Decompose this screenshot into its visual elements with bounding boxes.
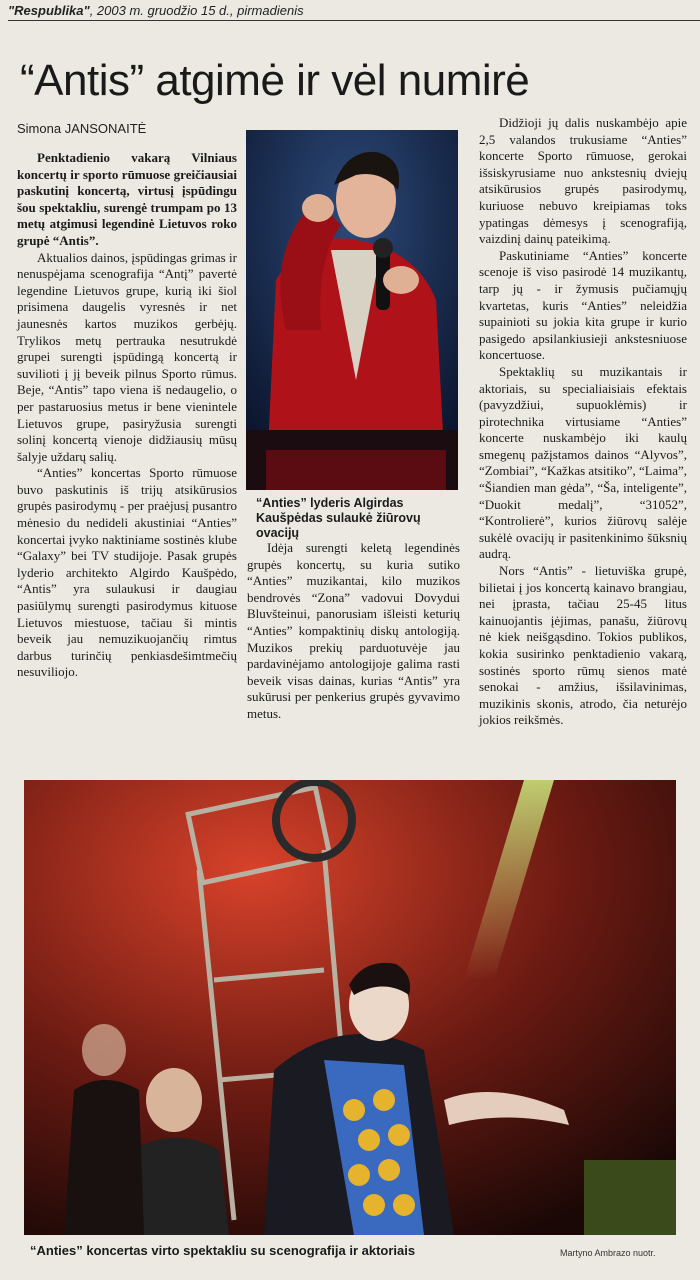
photo-singer-illustration <box>246 130 458 490</box>
article-column-2 <box>247 540 460 723</box>
paragraph: Idėja surengti keletą legendinės grupės koncertų, su kuria sutiko “Anties” muzikantai, kilo muzikos bendrovės “Zona” vadovui Dovydui Bluvšteinui, panorusiam išleisti keturių “Anties” kompaktinių diskų antologiją. Muzikos prekių parduotuvėje jau pardavinėjamo antologijoje galima rasti beveik visas dainas, kurias “Antis” yra sukūrusi per penkerius grupės gyvavimo metus. <box>247 540 460 721</box>
headline: “Antis” atgimė ir vėl numirė <box>20 56 530 105</box>
issue-date: , 2003 m. gruodžio 15 d., pirmadienis <box>89 3 304 18</box>
photo-credit: Martyno Ambrazo nuotr. <box>560 1248 656 1258</box>
publication-name: "Respublika" <box>8 3 90 18</box>
paragraph: Didžioji jų dalis nuskambėjo apie 2,5 valandos trukusiame “Anties” koncerte Sporto rūmuose, gerokai išsiskyrusiame nuo ankstesnių dviejų atsikūrusios grupės pasirodymų, kuriuose nebuvo kreipiamas toks ypatingas dėmesys į scenografiją, vaizdinį dainų pateikimą. <box>479 115 687 247</box>
paragraph: Aktualios dainos, įspūdingas grimas ir nenuspėjama scenografija “Antį” pavertė legendine Lietuvos grupe, kurią iki šiol prisimena daugelis vyresnės ir net jaunesnės kartos muzikos gerbėjų. Trylikos metų pertrauka nesutrukdė grupei surengti įspūdingą koncertą ir suvilioti į jį beveik pilnus Sporto rūmus. Beje, “Antis” tapo viena iš nedaugelio, o per pastaruosius metus ir bene vienintele Lietuvos grupe, pasiryžusia surengti solinį koncertą vienoje didžiausių mūsų šalyje uždarų salių. <box>17 249 237 464</box>
photo-concert-stage <box>24 780 676 1235</box>
photo-concert-caption: “Anties” koncertas virto spektakliu su scenografija ir aktoriais <box>30 1243 416 1258</box>
header-rule <box>8 20 700 21</box>
photo-singer-caption: “Anties” lyderis Algirdas Kaušpėdas sulaukė žiūrovų ovacijų <box>256 496 421 540</box>
paragraph: Spektaklių su muzikantais ir aktoriais, su specialiaisiais efektais (pavyzdžiui, supuoklėmis) ir pirotechnika virtusiame “Anties” koncerte nuskambėjo iki kaulų smegenų pažįstamos dainos “Alyvos”, “Zombiai”, “Kažkas atsitiko”, “Laima”, “Šiandien man gėda”, “Ša, inteligente”, “Duokit medalį”, “31052”, “Kontrolierė”, kurios žiūrovų salėje sukėlė ovacijų ir pasitenkinimo šūksnių audrą. <box>479 363 687 562</box>
lead-paragraph: Penktadienio vakarą Vilniaus koncertų ir sporto rūmuose greičiausiai paskutinį koncertą, virtusį įspūdingu šou spektakliu, surengė trumpam po 13 metų atgimusi legendinė Lietuvos roko grupė “Antis”. <box>17 150 237 248</box>
photo-singer <box>246 130 458 490</box>
byline: Simona JANSONAITĖ <box>17 121 147 136</box>
page-header <box>8 2 698 22</box>
paragraph: “Anties” koncertas Sporto rūmuose buvo paskutinis iš trijų atsikūrusios grupės pasirodymų - per praėjusį pusantro mėnesio du nedideli akustiniai “Anties” koncertai įvyko naktiniame sostinės klube “Galaxy” bei TV studijoje. Pasak grupės lyderio architekto Algirdo Kaušpėdo, “Antis” yra sulaukusi ir daugiau pasiūlymų surengti pasirodymus kituose Lietuvos miestuose, tačiau ši mintis beveik jau nemuzikuojančių rimtus darbus turinčių penkiasdešimtmečių nesuviliojo. <box>17 465 237 680</box>
article-column-3 <box>479 115 687 729</box>
article-column-1 <box>17 150 237 681</box>
paragraph: Nors “Antis” - lietuviška grupė, bilietai į jos koncertą kainavo brangiau, nei įprasta, tačiau 25-45 litus kainuojantis įėjimas, panašu, žiūrovų nė kiek neišgąsdino. Tokios publikos, kokia susirinko penktadienio vakarą, sostinės sporto rūmų sienos matė senokai - amžius, išsilavinimas, muzikinis skonis, atrodo, čia neturėjo jokios reikšmės. <box>479 563 687 728</box>
photo-concert-illustration <box>24 780 676 1235</box>
paragraph: Paskutiniame “Anties” koncerte scenoje iš viso pasirodė 14 muzikantų, tarp jų - ir žymusis pučiamųjų kvartetas, kuris “Anties” neleidžia supainioti su jokia kita grupe ir kurio pasigedo apsilankiusieji ankstesniuose koncertuose. <box>479 247 687 363</box>
